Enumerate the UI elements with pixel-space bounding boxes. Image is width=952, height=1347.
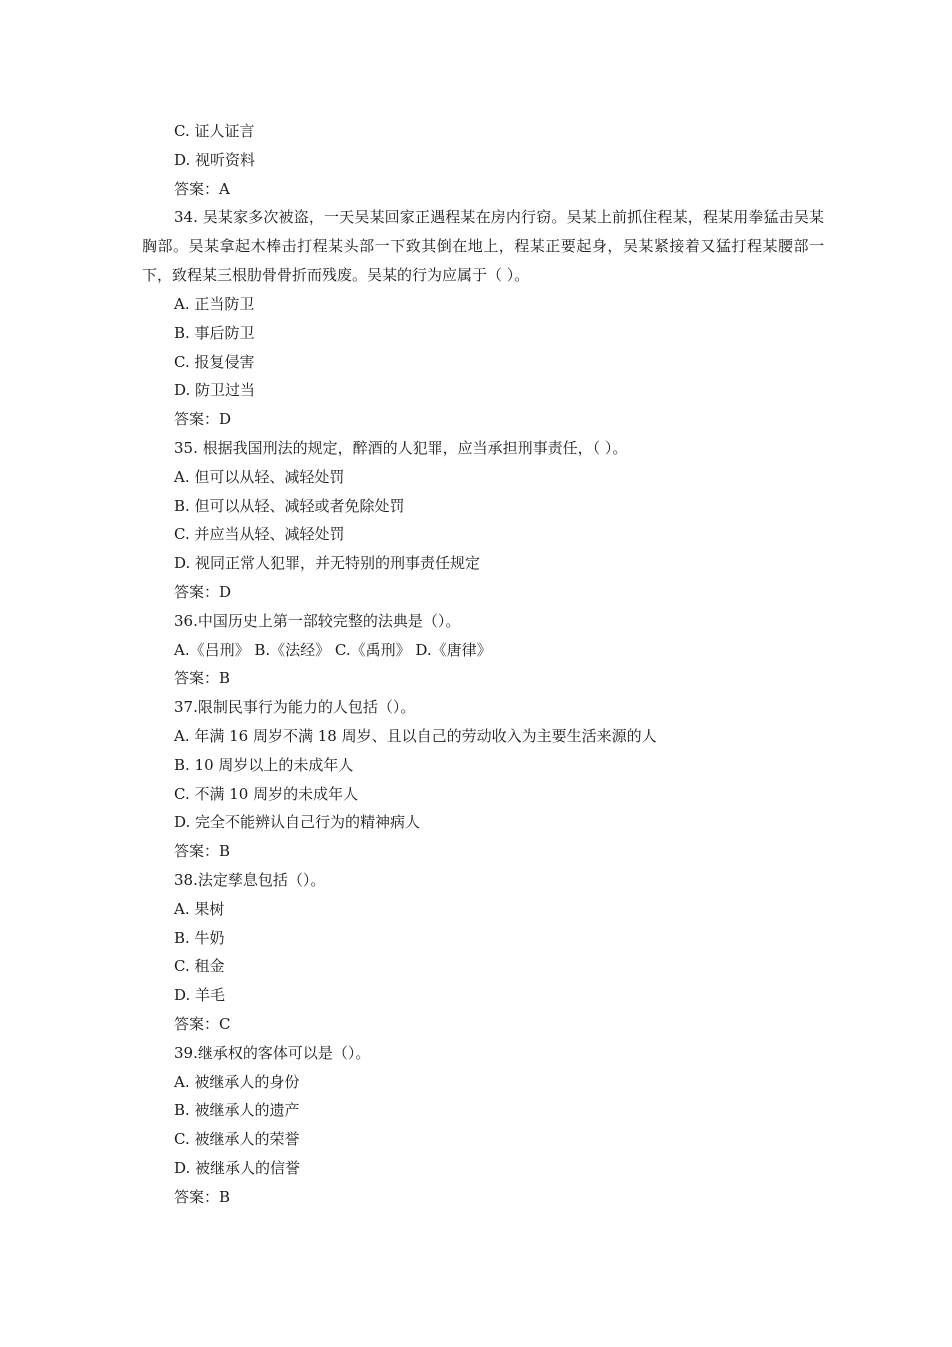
option-b-q38: B. 牛奶 xyxy=(174,929,225,947)
question-38: 38.法定孳息包括（）。 xyxy=(174,871,326,889)
question-35: 35. 根据我国刑法的规定，醉酒的人犯罪，应当承担刑事责任，（ ）。 xyxy=(174,439,628,457)
options-q36: A.《吕刑》 B.《法经》 C.《禹刑》 D.《唐律》 xyxy=(174,641,492,659)
option-d-q35: D. 视同正常人犯罪，并无特别的刑事责任规定 xyxy=(174,554,481,572)
answer-q35: 答案：D xyxy=(174,583,232,601)
option-d-q38: D. 羊毛 xyxy=(174,986,226,1004)
option-b-q35: B. 但可以从轻、减轻或者免除处罚 xyxy=(174,497,405,515)
option-b-q34: B. 事后防卫 xyxy=(174,324,255,342)
option-d-q39: D. 被继承人的信誉 xyxy=(174,1159,301,1177)
option-c-q34: C. 报复侵害 xyxy=(174,353,255,371)
option-c-q37: C. 不满 10 周岁的未成年人 xyxy=(174,785,359,803)
question-37: 37.限制民事行为能力的人包括（）。 xyxy=(174,698,416,716)
answer-q38: 答案：C xyxy=(174,1015,231,1033)
option-d-q34: D. 防卫过当 xyxy=(174,381,256,399)
option-b-q39: B. 被继承人的遗产 xyxy=(174,1101,300,1119)
option-c-q33: C. 证人证言 xyxy=(174,122,255,140)
option-c-q35: C. 并应当从轻、减轻处罚 xyxy=(174,525,345,543)
question-34: 34. 吴某家多次被盗，一天吴某回家正遇程某在房内行窃。吴某上前抓住程某，程某用拳猛击吴某胸部。吴某拿起木棒击打程某头部一下致其倒在地上，程某正要起身，吴某紧接着又猛打程某腰部一下，致程某三根肋骨骨折而残废。吴某的行为应属于（ ）。 xyxy=(142,208,824,284)
option-d-q37: D. 完全不能辨认自己行为的精神病人 xyxy=(174,813,421,831)
option-b-q37: B. 10 周岁以上的未成年人 xyxy=(174,756,354,774)
answer-q39: 答案：B xyxy=(174,1188,231,1206)
answer-q36: 答案：B xyxy=(174,669,231,687)
answer-q37: 答案：B xyxy=(174,842,231,860)
question-39: 39.继承权的客体可以是（）。 xyxy=(174,1044,371,1062)
option-c-q38: C. 租金 xyxy=(174,957,225,975)
answer-q34: 答案：D xyxy=(174,410,232,428)
option-a-q34: A. 正当防卫 xyxy=(174,295,255,313)
option-c-q39: C. 被继承人的荣誉 xyxy=(174,1130,300,1148)
option-a-q35: A. 但可以从轻、减轻处罚 xyxy=(174,468,345,486)
answer-q33: 答案：A xyxy=(174,180,230,198)
option-d-q33: D. 视听资料 xyxy=(174,151,256,169)
option-a-q37: A. 年满 16 周岁不满 18 周岁、且以自己的劳动收入为主要生活来源的人 xyxy=(174,727,657,745)
option-a-q38: A. 果树 xyxy=(174,900,225,918)
option-a-q39: A. 被继承人的身份 xyxy=(174,1073,300,1091)
question-36: 36.中国历史上第一部较完整的法典是（）。 xyxy=(174,612,461,630)
